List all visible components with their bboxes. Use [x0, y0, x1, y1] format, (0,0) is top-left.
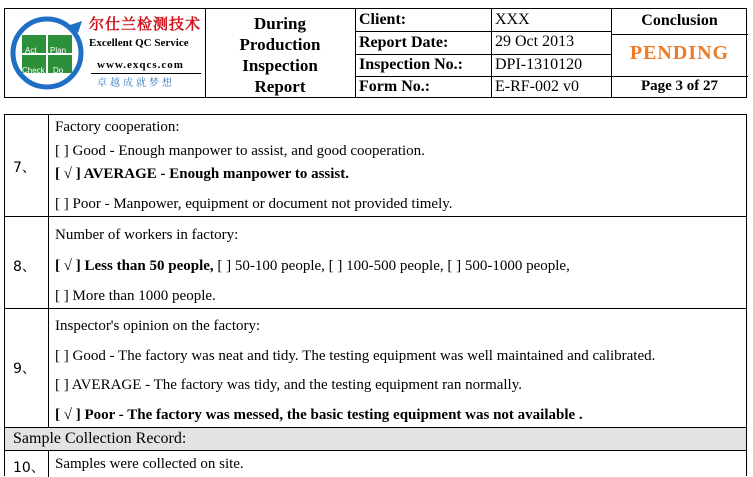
option-text: Good - The factory was neat and tidy. The testing equipment was well maintained and calibrated. — [72, 348, 656, 364]
header-row-line — [611, 34, 748, 35]
sample-collection-text: Samples were collected on site. — [55, 456, 244, 472]
header-row-line — [611, 76, 748, 77]
option-line — [55, 377, 522, 394]
option-text: [ ] 50-100 people, [ ] 100-500 people, [ ] 500-1000 people, — [213, 258, 570, 274]
option-text: AVERAGE - Enough manpower to assist. — [83, 166, 349, 182]
logo-word-act: Act — [25, 46, 37, 55]
title-line: Inspection — [242, 56, 318, 75]
header-row-line — [355, 76, 611, 77]
header-row-line — [355, 31, 611, 32]
conclusion-label: Conclusion — [641, 12, 718, 29]
checkbox-checked[interactable]: [ √ ] — [55, 407, 81, 423]
header-divider — [491, 9, 492, 97]
number-column-divider — [48, 450, 49, 477]
option-text: Poor - Manpower, equipment or document not provided timely. — [72, 196, 453, 212]
option-line — [55, 143, 425, 160]
client-label: Client: — [359, 11, 407, 28]
report-header — [4, 8, 747, 98]
checkbox-checked[interactable]: [ √ ] — [55, 166, 81, 182]
item-heading: Number of workers in factory: — [55, 227, 239, 243]
option-text: Less than 50 people, — [84, 258, 214, 274]
logo-word-do: Do — [53, 66, 64, 75]
conclusion-status: PENDING — [629, 42, 730, 64]
company-name-cn: 尔仕兰检测技术 — [89, 15, 202, 33]
item-number: 7、 — [13, 160, 36, 176]
row-divider — [5, 308, 746, 309]
checkbox[interactable]: [ ] — [55, 348, 69, 364]
header-divider — [355, 9, 356, 97]
option-line — [55, 348, 655, 365]
item-number: 9、 — [13, 361, 36, 377]
form-no-label: Form No.: — [359, 78, 431, 95]
client-value: XXX — [495, 11, 530, 28]
option-line: [ ] More than 1000 people. — [55, 288, 216, 304]
company-slogan: 卓越成就梦想 — [97, 78, 175, 89]
document-title — [205, 9, 355, 99]
title-line: Production — [239, 35, 321, 54]
worker-count-options — [55, 258, 570, 275]
option-text: Poor - The factory was messed, the basic testing equipment was not available . — [84, 407, 583, 423]
form-no-value: E-RF-002 v0 — [495, 78, 579, 95]
company-website: www.exqcs.com — [97, 59, 184, 71]
checkbox[interactable]: [ ] — [55, 143, 69, 159]
item-heading: Factory cooperation: — [55, 119, 180, 135]
page-number: Page 3 of 27 — [640, 78, 719, 94]
company-name-en: Excellent QC Service — [89, 37, 189, 49]
company-logo — [8, 13, 86, 91]
checkbox-checked[interactable]: [ √ ] — [55, 258, 81, 274]
option-line — [55, 196, 453, 213]
inspection-items-table — [4, 114, 747, 476]
header-row-line — [355, 54, 611, 55]
item-heading: Inspector's opinion on the factory: — [55, 318, 261, 334]
title-line: During — [254, 14, 306, 33]
section-header: Sample Collection Record: — [5, 428, 746, 450]
inspection-no-value: DPI-1310120 — [495, 56, 583, 73]
row-divider — [5, 216, 746, 217]
checkbox[interactable]: [ ] — [55, 196, 69, 212]
number-column-divider — [48, 115, 49, 427]
inspection-no-label: Inspection No.: — [359, 56, 464, 73]
logo-word-check: Check — [22, 66, 45, 75]
title-line: Report — [254, 77, 306, 96]
option-line-selected — [55, 407, 583, 424]
option-line-selected — [55, 166, 349, 183]
logo-word-plan: Plan — [50, 46, 67, 55]
option-text: Good - Enough manpower to assist, and good cooperation. — [72, 143, 425, 159]
option-text: AVERAGE - The factory was tidy, and the testing equipment ran normally. — [71, 377, 523, 393]
checkbox[interactable]: [ ] — [55, 377, 69, 393]
report-date-label: Report Date: — [359, 34, 449, 51]
item-number: 8、 — [13, 259, 36, 275]
row-divider — [5, 450, 746, 451]
item-number: 10、 — [13, 460, 45, 476]
report-date-value: 29 Oct 2013 — [495, 33, 575, 50]
